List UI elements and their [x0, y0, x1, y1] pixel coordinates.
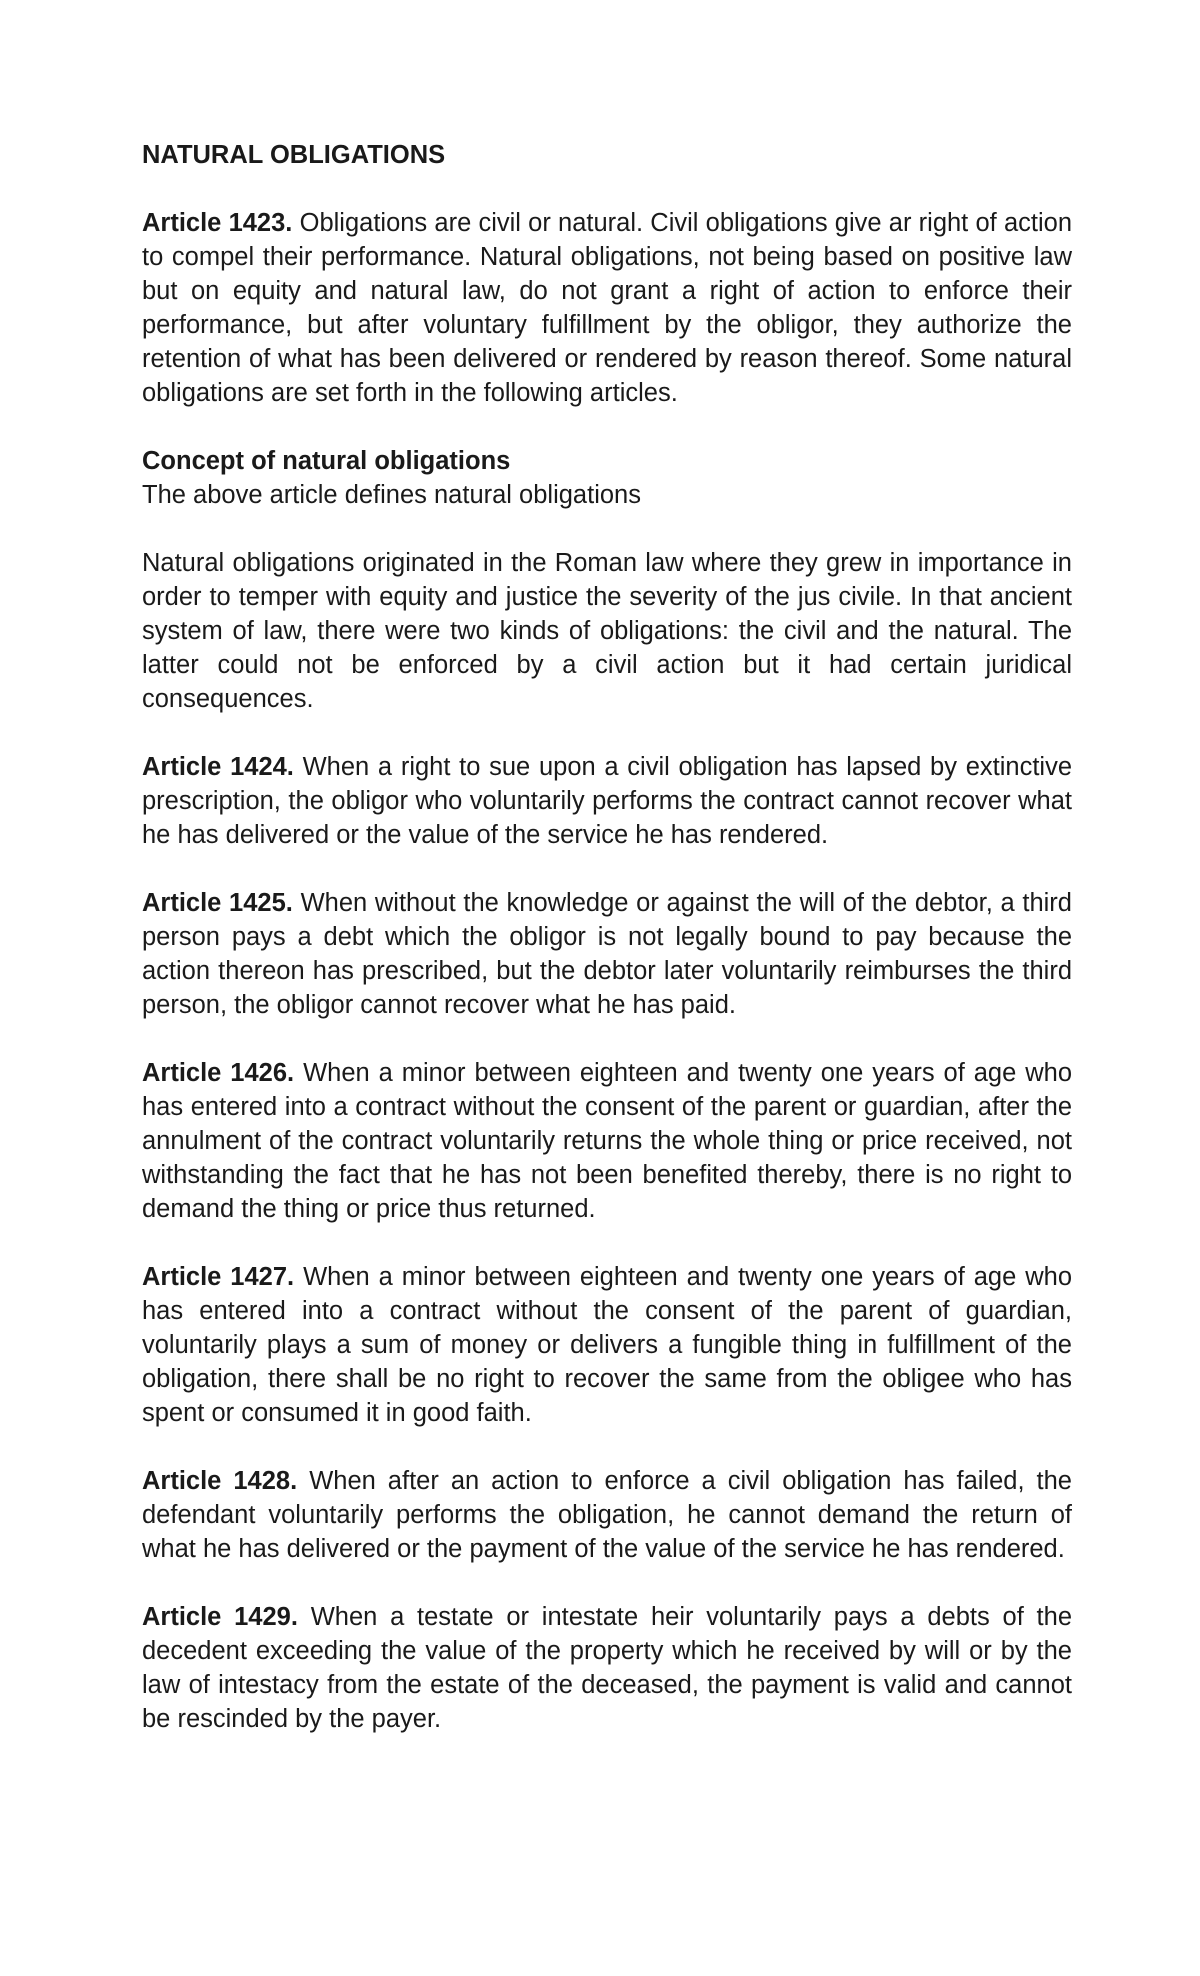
article-1424	[142, 750, 1072, 852]
article-1428	[142, 1464, 1072, 1566]
article-1423-text: Obligations are civil or natural. Civil obligations give ar right of action to compel their performance. Natural obligations, not being based on positive law but on equity and natural law, do not grant a right of action to enforce their performance, but after voluntary fulfillment by the obligor, they authorize the retention of what has been delivered or rendered by reason thereof. Some natural obligations are set forth in the following articles.	[142, 209, 1072, 407]
article-1427-text: When a minor between eighteen and twenty one years of age who has entered into a contract without the consent of the parent of guardian, voluntarily plays a sum of money or delivers a fungible thing in fulfillment of the obligation, there shall be no right to recover the same from the obligee who has spent or consumed it in good faith.	[142, 1263, 1072, 1427]
document-page	[142, 138, 1072, 1770]
article-1428-label: Article 1428.	[142, 1467, 298, 1495]
article-1426-text: When a minor between eighteen and twenty one years of age who has entered into a contract without the consent of the parent or guardian, after the annulment of the contract voluntarily returns the whole thing or price received, not withstanding the fact that he has not been benefited thereby, there is no right to demand the thing or price thus returned.	[142, 1059, 1072, 1223]
article-1425	[142, 886, 1072, 1022]
article-1428-text: When after an action to enforce a civil obligation has failed, the defendant voluntarily performs the obligation, he cannot demand the return of what he has delivered or the payment of the value of the service he has rendered.	[142, 1467, 1072, 1563]
concept-line: The above article defines natural obligations	[142, 481, 641, 509]
article-1424-text: When a right to sue upon a civil obligation has lapsed by extinctive prescription, the obligor who voluntarily performs the contract cannot recover what he has delivered or the value of the service he has rendered.	[142, 753, 1072, 849]
article-1429	[142, 1600, 1072, 1736]
concept-paragraph: Natural obligations originated in the Roman law where they grew in importance in order to temper with equity and justice the severity of the jus civile. In that ancient system of law, there were two kinds of obligations: the civil and the natural. The latter could not be enforced by a civil action but it had certain juridical consequences.	[142, 549, 1072, 713]
concept-heading: Concept of natural obligations	[142, 447, 511, 475]
article-1427	[142, 1260, 1072, 1430]
article-1425-label: Article 1425.	[142, 889, 293, 917]
concept-section	[142, 444, 1072, 512]
article-1426-label: Article 1426.	[142, 1059, 295, 1087]
article-1423	[142, 206, 1072, 410]
article-1426	[142, 1056, 1072, 1226]
article-1425-text: When without the knowledge or against the will of the debtor, a third person pays a debt which the obligor is not legally bound to pay because the action thereon has prescribed, but the debtor later voluntarily reimburses the third person, the obligor cannot recover what he has paid.	[142, 889, 1072, 1019]
article-1429-label: Article 1429.	[142, 1603, 298, 1631]
article-1429-text: When a testate or intestate heir voluntarily pays a debts of the decedent exceeding the value of the property which he received by will or by the law of intestacy from the estate of the deceased, the payment is valid and cannot be rescinded by the payer.	[142, 1603, 1072, 1733]
article-1423-label: Article 1423.	[142, 209, 293, 237]
article-1427-label: Article 1427.	[142, 1263, 295, 1291]
article-1424-label: Article 1424.	[142, 753, 294, 781]
document-title: NATURAL OBLIGATIONS	[142, 141, 446, 169]
